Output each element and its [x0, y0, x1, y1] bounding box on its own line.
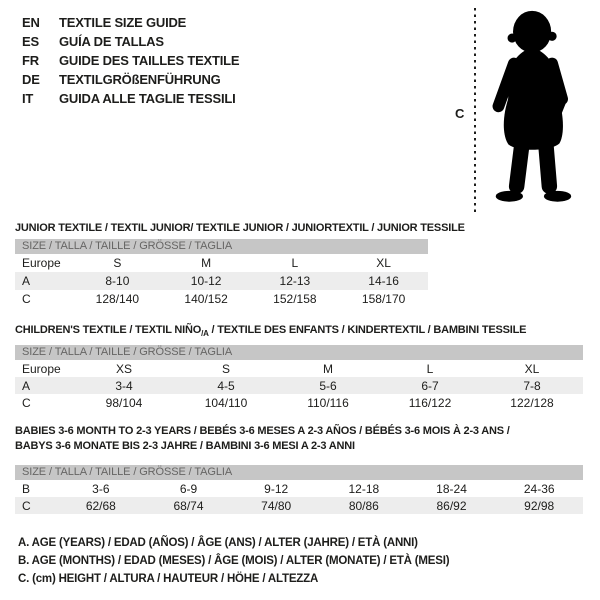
- height-measure-label: C: [455, 106, 465, 121]
- footnote-height: C. (cm) HEIGHT / ALTURA / HAUTEUR / HÖHE / ALTEZZA: [18, 573, 319, 585]
- language-label: GUIDA ALLE TAGLIE TESSILI: [59, 91, 236, 106]
- junior-section-title: JUNIOR TEXTILE / TEXTIL JUNIOR/ TEXTILE JUNIOR / JUNIORTEXTIL / JUNIOR TESSILE: [15, 222, 465, 234]
- size-value-cell: 6-7: [421, 378, 439, 393]
- size-value-cell: XL: [524, 361, 540, 376]
- language-row-it: [22, 89, 239, 108]
- size-value-cell: 68/74: [173, 498, 204, 513]
- size-value-cell: 6-9: [179, 481, 198, 496]
- row-label-cell: A: [22, 378, 31, 393]
- row-label-cell: Europe: [22, 256, 61, 270]
- row-label-cell: C: [22, 395, 31, 410]
- size-value-cell: 7-8: [523, 378, 541, 393]
- size-value-cell: S: [113, 256, 122, 270]
- size-value-cell: M: [201, 256, 212, 270]
- row-label-cell: Europe: [22, 361, 61, 376]
- size-value-cell: 12-13: [279, 274, 311, 288]
- size-value-cell: 18-24: [436, 481, 467, 496]
- language-label: GUIDE DES TAILLES TEXTILE: [59, 53, 240, 68]
- size-bar: SIZE / TALLA / TAILLE / GRÖSSE / TAGLIA: [15, 465, 583, 480]
- language-row-es: [22, 32, 239, 51]
- table-row: [15, 272, 428, 290]
- size-value-cell: 104/110: [204, 395, 248, 410]
- footnotes: [18, 534, 449, 588]
- footnote-age-months: B. AGE (MONTHS) / EDAD (MESES) / ÂGE (MOIS) / ALTER (MONATE) / ETÀ (MESI): [18, 555, 450, 567]
- size-value-cell: 5-6: [319, 378, 337, 393]
- language-label: TEXTILE SIZE GUIDE: [59, 15, 187, 30]
- row-label-cell: C: [22, 292, 31, 306]
- size-value-cell: 86/92: [436, 498, 467, 513]
- size-value-cell: 80/86: [348, 498, 379, 513]
- row-label-cell: C: [22, 498, 31, 513]
- children-size-table: [15, 345, 583, 411]
- size-value-cell: 116/122: [408, 395, 452, 410]
- table-row: [15, 254, 428, 272]
- table-row: [15, 360, 583, 377]
- language-row-en: [22, 13, 239, 32]
- language-code: EN: [22, 15, 40, 30]
- language-label: GUÍA DE TALLAS: [59, 34, 164, 49]
- size-value-cell: 3-4: [115, 378, 133, 393]
- baby-silhouette-icon: [483, 6, 583, 212]
- footnote-age-years: A. AGE (YEARS) / EDAD (AÑOS) / ÂGE (ANS) / ALTER (JAHRE) / ETÀ (ANNI): [18, 537, 418, 549]
- babies-title-line2: BABYS 3-6 MONATE BIS 2-3 JAHRE / BAMBINI 3-6 MESI A 2-3 ANNI: [15, 440, 355, 452]
- junior-size-table: [15, 239, 428, 308]
- size-value-cell: XS: [115, 361, 132, 376]
- table-row: [15, 290, 428, 308]
- children-title-post: / TEXTILE DES ENFANTS / KINDERTEXTIL / BAMBINI TESSILE: [208, 324, 527, 336]
- size-value-cell: 24-36: [523, 481, 555, 496]
- size-value-cell: 8-10: [105, 274, 130, 288]
- table-row: [15, 497, 583, 514]
- size-value-cell: M: [323, 361, 333, 376]
- babies-size-table: [15, 465, 583, 514]
- language-label: TEXTILGRÖßENFÜHRUNG: [59, 72, 221, 87]
- language-code: FR: [22, 53, 39, 68]
- size-value-cell: 14-16: [368, 274, 399, 288]
- height-dotted-line: [474, 8, 476, 212]
- size-value-cell: 152/158: [273, 292, 317, 306]
- table-row: [15, 480, 583, 497]
- size-value-cell: 62/68: [85, 498, 116, 513]
- size-value-cell: L: [291, 256, 299, 270]
- size-value-cell: 4-5: [217, 378, 235, 393]
- table-row: [15, 394, 583, 411]
- size-value-cell: 92/98: [524, 498, 555, 513]
- children-section-title: [15, 323, 526, 341]
- size-value-cell: 74/80: [261, 498, 292, 513]
- size-value-cell: 122/128: [510, 395, 554, 410]
- size-value-cell: 3-6: [92, 481, 110, 496]
- size-value-cell: S: [221, 361, 230, 376]
- babies-title-line1: BABIES 3-6 MONTH TO 2-3 YEARS / BEBÉS 3-6 MESES A 2-3 AÑOS / BÉBÉS 3-6 MOIS À 2-3 ANS /: [15, 425, 510, 437]
- size-bar: SIZE / TALLA / TAILLE / GRÖSSE / TAGLIA: [15, 345, 583, 360]
- size-bar: SIZE / TALLA / TAILLE / GRÖSSE / TAGLIA: [15, 239, 428, 254]
- size-value-cell: 158/170: [361, 292, 406, 306]
- language-title-list: [22, 13, 239, 108]
- size-value-cell: 110/116: [307, 395, 349, 410]
- language-row-de: [22, 70, 239, 89]
- language-row-fr: [22, 51, 239, 70]
- language-code: DE: [22, 72, 40, 87]
- language-code: IT: [22, 91, 34, 106]
- size-value-cell: L: [426, 361, 434, 376]
- children-title-pre: CHILDREN'S TEXTILE / TEXTIL NIÑO: [15, 324, 202, 336]
- size-value-cell: 140/152: [184, 292, 228, 306]
- language-code: ES: [22, 34, 39, 49]
- row-label-cell: B: [22, 481, 31, 496]
- baby-height-figure: [450, 4, 598, 218]
- children-title-sub: /A: [201, 329, 209, 339]
- size-value-cell: 128/140: [95, 292, 140, 306]
- size-value-cell: 98/104: [105, 395, 143, 410]
- size-value-cell: 10-12: [190, 274, 222, 288]
- babies-section-title: [15, 424, 510, 454]
- table-row: [15, 377, 583, 394]
- size-value-cell: XL: [376, 256, 391, 270]
- size-value-cell: 9-12: [264, 481, 289, 496]
- size-value-cell: 12-18: [348, 481, 380, 496]
- row-label-cell: A: [22, 274, 31, 288]
